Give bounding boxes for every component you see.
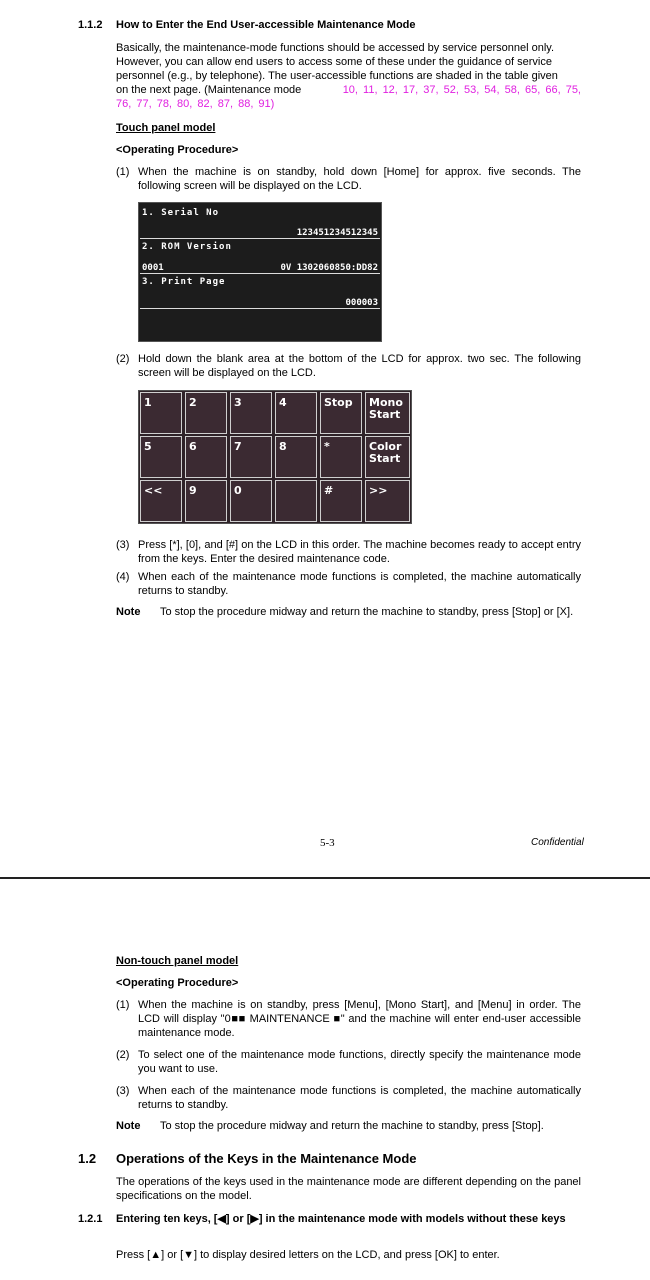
step-text: To select one of the maintenance mode functions, directly specify the maintenance mode you want to use.	[138, 1049, 581, 1075]
key-2[interactable]: 2	[185, 392, 227, 434]
page-divider	[0, 877, 650, 879]
section-title: Operations of the Keys in the Maintenance Mode	[116, 1151, 417, 1166]
note	[116, 605, 581, 619]
key-8[interactable]: 8	[275, 436, 317, 478]
step-text: Hold down the blank area at the bottom of the LCD for approx. two sec. The following screen will be displayed on the LCD.	[138, 353, 581, 379]
section-paragraph: Press [▲] or [▼] to display desired letters on the LCD, and press [OK] to enter.	[116, 1249, 500, 1261]
lcd-row-serial	[140, 203, 380, 239]
intro-line: on the next page. (Maintenance mode	[116, 84, 302, 96]
key-label: Start	[369, 452, 401, 465]
intro-line: However, you can allow end users to access some of these under the guidance of service	[116, 56, 552, 68]
procedure-step	[116, 998, 581, 1040]
intro-paragraph	[116, 41, 581, 111]
key-9[interactable]: 9	[185, 480, 227, 522]
step-text: When each of the maintenance mode functions is completed, the machine automatically returns to standby.	[138, 1085, 581, 1111]
step-text: When the machine is on standby, hold down [Home] for approx. five seconds. The following screen will be displayed on the LCD.	[138, 166, 581, 192]
step-number: (1)	[116, 166, 130, 178]
section-title: Entering ten keys, [◀] or [▶] in the maintenance mode with models without these keys	[116, 1213, 566, 1225]
lcd-blank-area[interactable]	[140, 309, 380, 340]
page-number: 5-3	[320, 837, 335, 849]
intro-line: Basically, the maintenance-mode functions should be accessed by service personnel only.	[116, 42, 555, 54]
key-6[interactable]: 6	[185, 436, 227, 478]
operating-procedure-heading: <Operating Procedure>	[116, 144, 239, 156]
key-label: Mono	[369, 396, 403, 409]
note-text: To stop the procedure midway and return the machine to standby, press [Stop] or [X].	[160, 606, 574, 618]
step-text: When each of the maintenance mode functions is completed, the machine automatically returns to standby.	[138, 571, 581, 597]
nontouch-panel-heading: Non-touch panel model	[116, 955, 239, 967]
note-label: Note	[116, 606, 141, 618]
key-4[interactable]: 4	[275, 392, 317, 434]
key-stop[interactable]: Stop	[320, 392, 362, 434]
procedure-step	[116, 352, 581, 380]
procedure-step	[116, 538, 581, 566]
key-label: Color	[369, 440, 402, 453]
procedure-step	[116, 165, 581, 193]
step-number: (2)	[116, 1049, 130, 1061]
key-0[interactable]: 0	[230, 480, 272, 522]
note-text: To stop the procedure midway and return the machine to standby, press [Stop].	[160, 1120, 544, 1132]
lcd-label: 2. ROM Version	[142, 242, 232, 252]
key-blank[interactable]	[275, 480, 317, 522]
lcd-row-print	[140, 274, 380, 309]
intro-line: personnel (e.g., by telephone). The user-accessible functions are shaded in the table given	[116, 70, 558, 82]
lcd-value: 0V 1302060850:DD82	[280, 263, 378, 273]
step-number: (3)	[116, 1085, 130, 1097]
lcd-label: 1. Serial No	[142, 208, 220, 218]
maintenance-code-link[interactable]: 76, 77, 78, 80, 82, 87, 88, 91)	[116, 98, 275, 110]
touch-panel-heading: Touch panel model	[116, 122, 216, 134]
key-3[interactable]: 3	[230, 392, 272, 434]
note-label: Note	[116, 1120, 141, 1132]
step-text: Press [*], [0], and [#] on the LCD in this order. The machine becomes ready to accept entry from the keys. Enter the desired maintenance code.	[138, 539, 581, 565]
maintenance-code-link[interactable]: 10, 11, 12, 17, 37, 52, 53, 54, 58, 65, 66, 75,	[342, 84, 581, 96]
lcd-value: 000003	[345, 298, 378, 308]
step-number: (1)	[116, 999, 130, 1011]
key-color-start[interactable]	[365, 436, 410, 478]
step-number: (2)	[116, 353, 130, 365]
section-title: How to Enter the End User-accessible Maintenance Mode	[116, 19, 416, 31]
section-number: 1.2.1	[78, 1213, 103, 1225]
key-next[interactable]: >>	[365, 480, 410, 522]
key-prev[interactable]: <<	[140, 480, 182, 522]
section-number: 1.2	[78, 1151, 97, 1166]
note	[116, 1119, 581, 1133]
step-number: (4)	[116, 571, 130, 583]
key-star[interactable]: *	[320, 436, 362, 478]
procedure-step	[116, 570, 581, 598]
key-hash[interactable]: #	[320, 480, 362, 522]
key-1[interactable]: 1	[140, 392, 182, 434]
procedure-step	[116, 1084, 581, 1112]
section-number: 1.1.2	[78, 19, 103, 31]
confidential-label: Confidential	[531, 837, 584, 848]
key-label: Start	[369, 408, 401, 421]
lcd-value: 123451234512345	[296, 228, 378, 238]
section-paragraph: The operations of the keys used in the maintenance mode are different depending on the panel specifications on the model.	[116, 1176, 581, 1202]
lcd-row-rom	[140, 239, 380, 274]
key-5[interactable]: 5	[140, 436, 182, 478]
lcd-info-screen	[138, 202, 382, 342]
procedure-step	[116, 1048, 581, 1076]
operating-procedure-heading: <Operating Procedure>	[116, 977, 239, 989]
key-7[interactable]: 7	[230, 436, 272, 478]
step-number: (3)	[116, 539, 130, 551]
lcd-keypad-screen	[138, 390, 412, 524]
lcd-label: 3. Print Page	[142, 277, 226, 287]
step-text: When the machine is on standby, press [Menu], [Mono Start], and [Menu] in order. The LCD will display "0■■ MAINTENANCE ■" and the machine will enter end-user accessible maintenance mode.	[138, 999, 581, 1039]
key-mono-start[interactable]	[365, 392, 410, 434]
lcd-value: 0001	[142, 263, 164, 273]
